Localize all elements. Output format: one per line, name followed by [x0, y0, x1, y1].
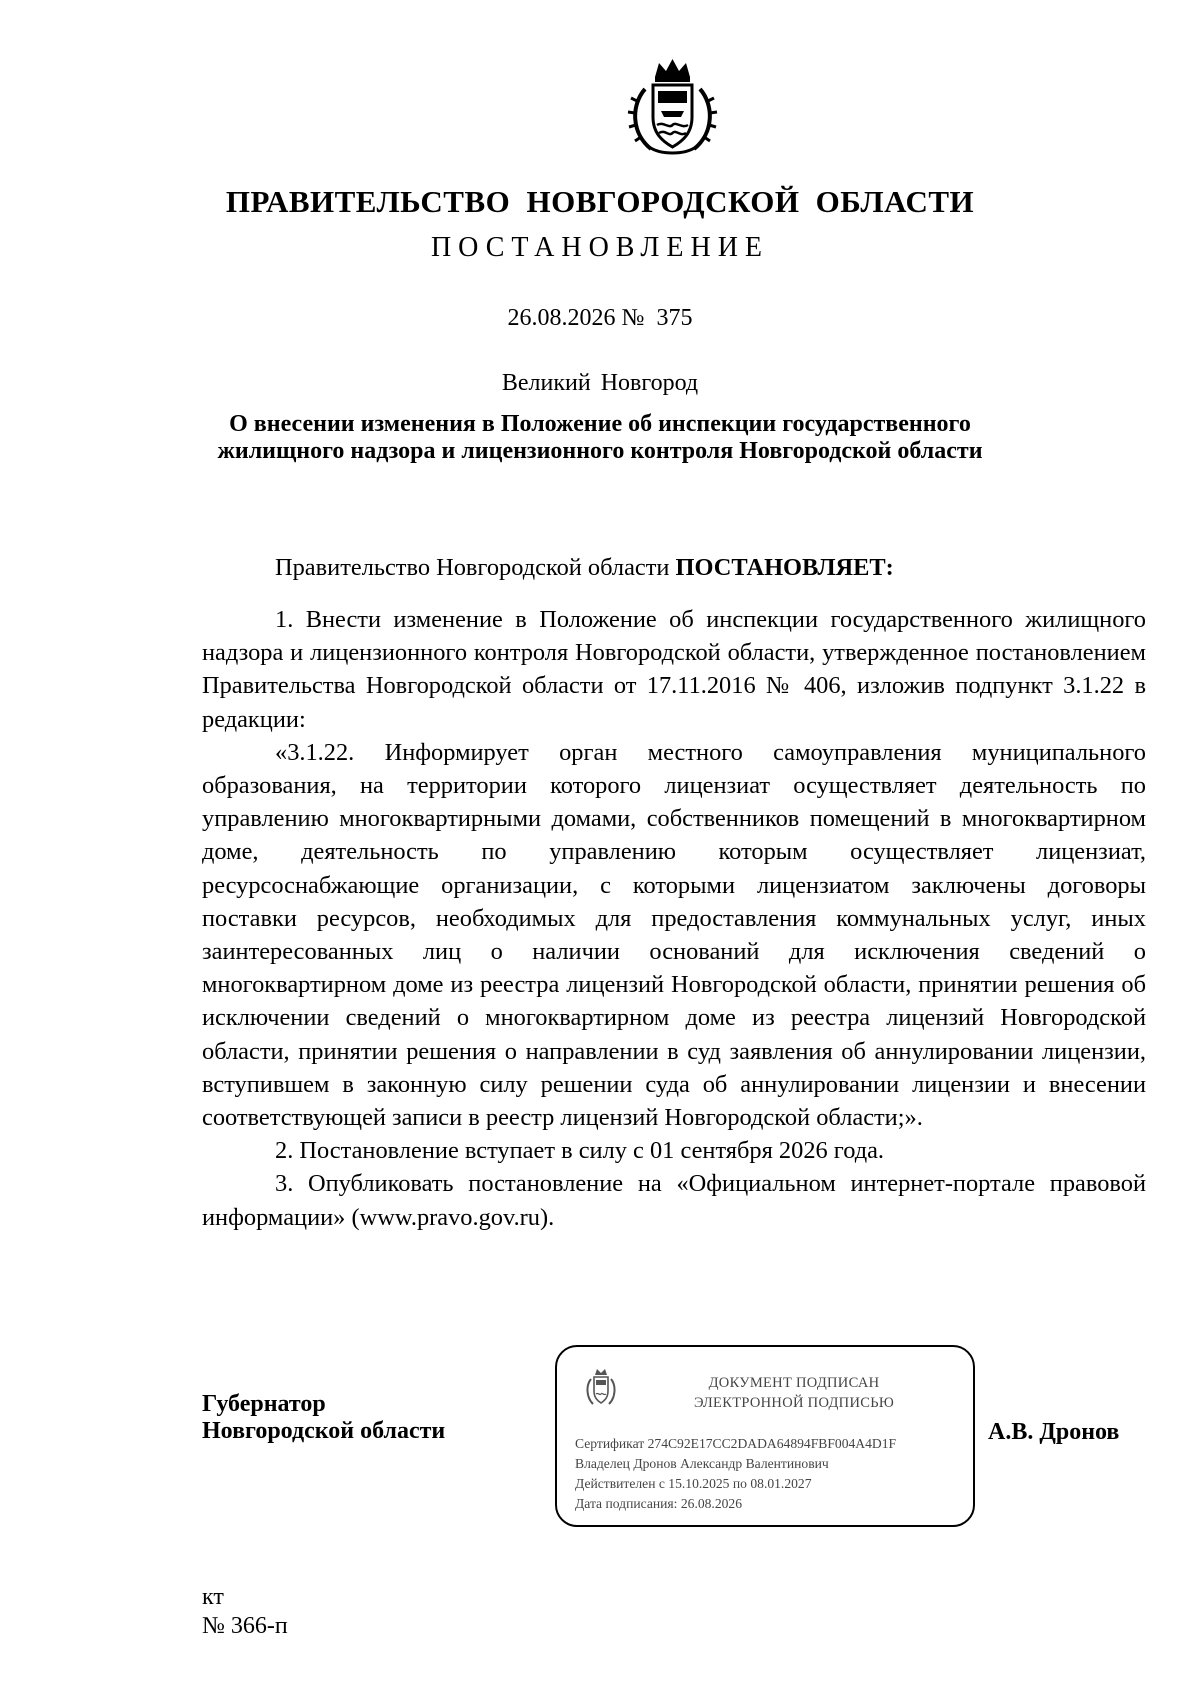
- footer-initials: кт: [202, 1584, 224, 1610]
- document-date-number: [0, 305, 1200, 332]
- paragraph-1: 1. Внести изменение в Положение об инспекции государственного жилищного надзора и лицензионного контроля Новгородской области, утвержденное постановлением Правительства Новгородской области от 17.11.2016 № 406, изложив подпункт 3.1.22 в редакции:: [202, 606, 1146, 733]
- signer-name: А.В. Дронов: [988, 1419, 1120, 1445]
- paragraph-quote: «3.1.22. Информирует орган местного самоуправления муниципального образования, на территории которого лицензиат осуществляет деятельность по управлению многоквартирными домами, собственников помещений в многоквартирном доме, деятельность по управлению которым осуществляет лицензиат, ресурсоснабжающие организации, с которыми лицензиатом заключены договоры поставки ресурсов, необходимых для предоставления коммунальных услуг, иных заинтересованных лиц о наличии оснований для исключения сведений о многоквартирном доме из реестра лицензий Новгородской области, принятии решения об исключении сведений о многоквартирном доме из реестра лицензий Новгородской области, принятии решения о направлении в суд заявления об аннулировании лицензии, вступившем в законную силу решении суда об аннулировании лицензии и внесении соответствующей записи в реестр лицензий Новгородской области;».: [202, 738, 1146, 1132]
- stamp-details: [575, 1434, 896, 1514]
- preamble-text: Правительство Новгородской области: [275, 554, 676, 581]
- stamp-heading-line-1: ДОКУМЕНТ ПОДПИСАН: [708, 1375, 880, 1391]
- electronic-signature-stamp: [555, 1345, 975, 1527]
- document-type: ПОСТАНОВЛЕНИЕ: [430, 232, 770, 263]
- preamble: [202, 551, 1146, 584]
- footer-registration: [202, 1583, 288, 1641]
- document-subject: [0, 411, 1200, 465]
- stamp-emblem-icon: [584, 1367, 618, 1409]
- signing-date: Дата подписания: 26.08.2026: [575, 1496, 743, 1511]
- certificate-owner: Владелец Дронов Александр Валентинович: [575, 1456, 829, 1471]
- number-sign: №: [621, 305, 645, 331]
- document-city: Великий Новгород: [501, 370, 699, 396]
- paragraph-2: 2. Постановление вступает в силу с 01 сентября 2026 года.: [275, 1137, 885, 1165]
- position-line-2: Новгородской области: [202, 1418, 446, 1444]
- organization-title: ПРАВИТЕЛЬСТВО НОВГОРОДСКОЙ ОБЛАСТИ: [225, 184, 975, 219]
- certificate-validity: Действителен с 15.10.2025 по 08.01.2027: [575, 1476, 812, 1491]
- paragraph-3: 3. Опубликовать постановление на «Официальном интернет-портале правовой информации» (www.pravo.gov.ru).: [202, 1170, 1146, 1231]
- footer-reg-number: № 366-п: [202, 1613, 288, 1639]
- position-line-1: Губернатор: [202, 1391, 326, 1417]
- subject-line-2: жилищного надзора и лицензионного контроля Новгородской области: [217, 438, 983, 464]
- stamp-heading-line-2: ЭЛЕКТРОННОЙ ПОДПИСЬЮ: [693, 1395, 895, 1411]
- preamble-decree: ПОСТАНОВЛЯЕТ:: [675, 554, 894, 581]
- signatory-position: [202, 1391, 445, 1445]
- document-body: [202, 603, 1146, 1234]
- document-number: 375: [656, 305, 693, 331]
- certificate-number: Сертификат 274C92E17CC2DADA64894FBF004A4D1F: [575, 1436, 897, 1451]
- subject-line-1: О внесении изменения в Положение об инспекции государственного: [229, 411, 971, 437]
- stamp-heading: [629, 1373, 959, 1413]
- coat-of-arms-icon: [625, 55, 720, 159]
- document-date: 26.08.2026: [507, 305, 616, 331]
